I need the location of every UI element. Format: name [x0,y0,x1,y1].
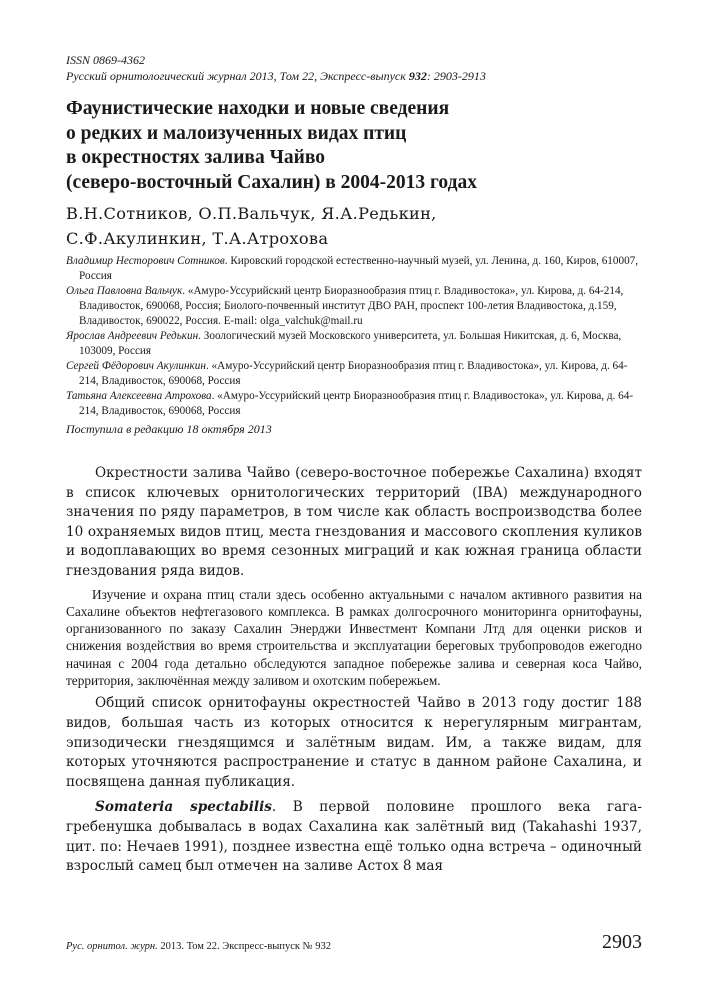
species-name: Somateria spectabilis [95,799,272,816]
issn: ISSN 0869-4362 [66,53,145,67]
page-range: : 2903-2913 [426,69,486,83]
body-paragraph: Общий список орнитофауны окрестностей Чайво в 2013 году достиг 188 видов, большая часть из которых относится к нерегулярным мигрантам, эпизодически гнездящимся и залётным видам. Им, а также видам, для которых уточняются распространение и статус в данном районе Сахалина, и посвящена данная публикация. [66,695,642,790]
affiliation-text: . Кировский городской естественно-научный музей, ул. Ленина, д. 160, Киров, 610007, Россия [79,255,639,282]
journal-header [66,52,642,84]
title-line: Фаунистические находки и новые сведения [66,98,450,119]
author-full-name: Владимир Несторович Сотников [66,255,225,267]
affiliation [66,254,642,284]
footer-citation [66,941,331,952]
received-date: Поступила в редакцию 18 октября 2013 [66,422,272,436]
title-line: (северо-восточный Сахалин) в 2004-2013 годах [66,171,477,193]
body-paragraph: Изучение и охрана птиц стали здесь особенно актуальными с началом активного развития на Сахалине объектов нефтегазового комплекса. В рамках долгосрочного мониторинга орнитофауны, организованного по заказу Сахалин Энерджи Инвестмент Компани Лтд для оценки рисков и снижения воздействия во время строительства и эксплуатации береговых трубопроводов ежегодно начиная с 2004 года детально обследуются западное побережье залива и северная коса Чайво, территория, заключённая между заливом и охотским побережьем. [66,586,642,689]
issue-number: 932 [408,69,427,83]
page-number: 2903 [602,931,642,953]
author-line: С.Ф.Акулинкин, Т.А.Атрохова [66,229,329,248]
affiliation [66,359,642,389]
page-footer [66,930,642,954]
affiliation [66,389,642,419]
author-full-name: Ольга Павловна Вальчук [66,285,183,297]
article-title [66,97,642,195]
body-paragraph [66,798,642,876]
affiliation [66,329,642,359]
footer-journal: Рус. орнитол. журн. [66,941,158,952]
paragraph-text: . В первой половине прошлого века гага-гребенушка добывалась в водах Сахалина как залётный вид (Takahashi 1937, цит. по: Нечаев 1991), позднее известна ещё только одна встреча – одиночный взрослый самец был отмечен на заливе Астох 8 мая [66,799,642,875]
affiliation-text: . «Амуро-Уссурийский центр Биоразнообразия птиц г. Владивостока», ул. Кирова, д. 64-214, Владивосток, 690068, Россия [79,390,634,417]
author-line: В.Н.Сотников, О.П.Вальчук, Я.А.Редькин, [66,204,437,223]
body-paragraph: Окрестности залива Чайво (северо-восточное побережье Сахалина) входят в список ключевых орнитологических территорий (IBA) международного значения по ряду параметров, в том числе как область воспроизводства более 10 охраняемых видов птиц, места гнездования и массового скопления куликов и водоплавающих во время сезонных миграций и как южная граница области гнездования ряда видов. [66,465,642,579]
author-full-name: Татьяна Алексеевна Атрохова [66,390,212,402]
affiliations [66,254,642,419]
title-line: в окрестностях залива Чайво [66,147,326,168]
affiliation [66,284,642,329]
affiliation-text: . «Амуро-Уссурийский центр Биоразнообразия птиц г. Владивостока», ул. Кирова, д. 64-214, Владивосток, 690068, Россия [79,360,628,387]
author-full-name: Ярослав Андреевич Редькин [66,330,199,342]
article-page [66,52,642,877]
journal-name: Русский орнитологический журнал 2013, Том 22, Экспресс-выпуск [66,69,409,83]
affiliation-text: . Зоологический музей Московского университета, ул. Большая Никитская, д. 6, Москва, 103009, Россия [79,330,622,357]
author-list [66,201,642,251]
title-line: о редких и малоизученных видах птиц [66,122,407,144]
journal-citation [66,68,642,84]
affiliation-text: . «Амуро-Уссурийский центр Биоразнообразия птиц г. Владивостока», ул. Кирова, д. 64-214, Владивосток, 690068, Россия; Биолого-почвенный институт ДВО РАН, проспект 100-летия Владивостока, д.159, Владивосток, 690022, Россия. E-mail: olga_valchuk@mail.ru [79,285,624,327]
footer-details: 2013. Том 22. Экспресс-выпуск № 932 [157,941,331,952]
author-full-name: Сергей Фёдорович Акулинкин [66,360,206,372]
